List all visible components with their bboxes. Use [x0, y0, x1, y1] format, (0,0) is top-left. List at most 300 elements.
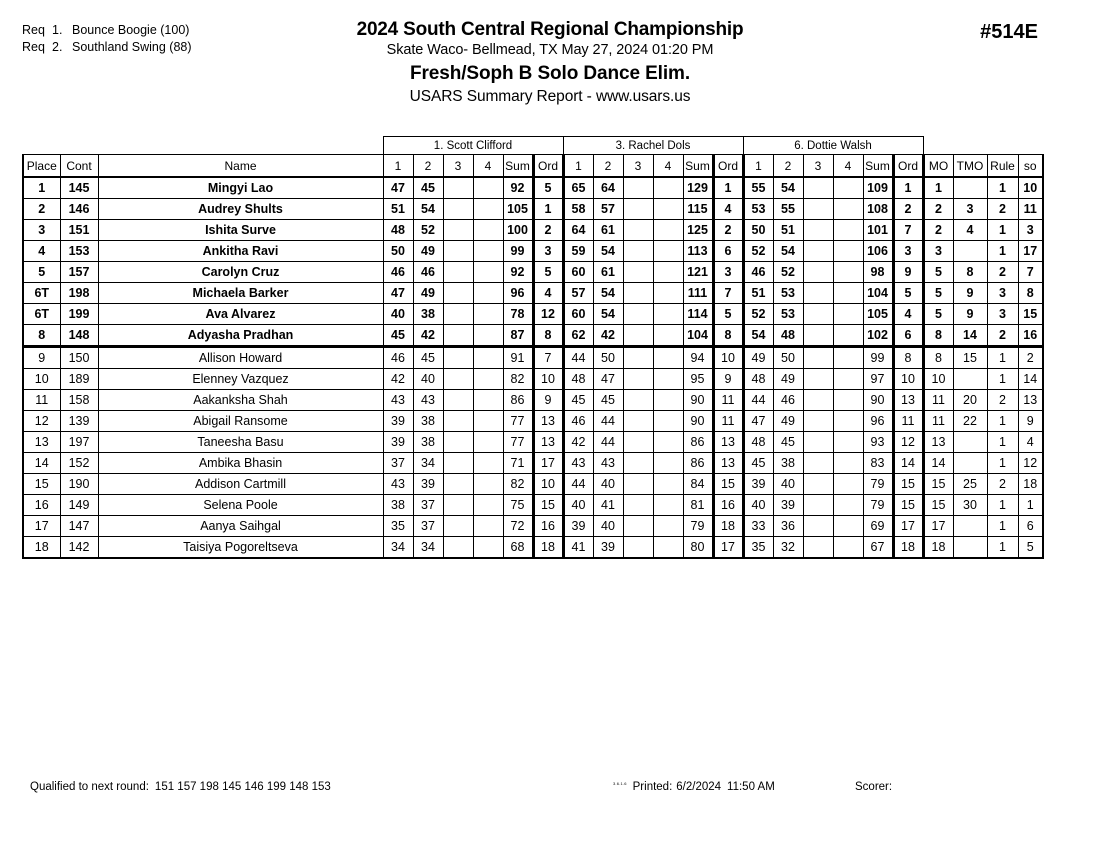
cell-judge2-score4	[653, 177, 683, 199]
cell-tmo	[953, 177, 987, 199]
cell-judge3-score1: 55	[743, 177, 773, 199]
judge-banner-row	[23, 137, 1043, 155]
cell-judge3-score2: 49	[773, 369, 803, 390]
cell-name: Mingyi Lao	[98, 177, 383, 199]
cell-judge1-score1: 46	[383, 347, 413, 369]
cell-judge3-score3	[803, 537, 833, 559]
header-j1-s1: 1	[383, 155, 413, 178]
table-row	[23, 241, 1043, 262]
cell-so: 18	[1018, 474, 1043, 495]
cell-judge2-score1: 44	[563, 474, 593, 495]
cell-judge1-ord: 5	[533, 262, 563, 283]
cell-judge3-score1: 44	[743, 390, 773, 411]
cell-judge2-score4	[653, 537, 683, 559]
cell-judge1-score2: 37	[413, 495, 443, 516]
cell-so: 17	[1018, 241, 1043, 262]
cell-rule: 1	[987, 241, 1018, 262]
cell-judge2-score4	[653, 283, 683, 304]
cell-judge1-ord: 12	[533, 304, 563, 325]
header-cont: Cont	[60, 155, 98, 178]
cell-judge3-score2: 55	[773, 199, 803, 220]
cell-judge3-ord: 12	[893, 432, 923, 453]
cell-cont: 189	[60, 369, 98, 390]
cell-place: 15	[23, 474, 60, 495]
cell-judge1-score4	[473, 177, 503, 199]
cell-judge2-score4	[653, 516, 683, 537]
cell-judge2-score2: 54	[593, 304, 623, 325]
cell-mo: 18	[923, 537, 953, 559]
cell-judge1-score2: 43	[413, 390, 443, 411]
cell-judge3-score2: 50	[773, 347, 803, 369]
cell-mo: 5	[923, 262, 953, 283]
cell-judge3-score3	[803, 262, 833, 283]
cell-judge1-ord: 3	[533, 241, 563, 262]
cell-judge2-ord: 10	[713, 347, 743, 369]
cell-judge1-sum: 105	[503, 199, 533, 220]
cell-judge2-sum: 84	[683, 474, 713, 495]
cell-judge2-score1: 65	[563, 177, 593, 199]
cell-judge1-score1: 47	[383, 283, 413, 304]
cell-judge1-score1: 40	[383, 304, 413, 325]
cell-judge3-sum: 106	[863, 241, 893, 262]
cell-judge2-ord: 11	[713, 411, 743, 432]
table-row	[23, 325, 1043, 347]
cell-judge3-score2: 36	[773, 516, 803, 537]
cell-place: 8	[23, 325, 60, 347]
cell-rule: 1	[987, 495, 1018, 516]
cell-place: 16	[23, 495, 60, 516]
cell-place: 4	[23, 241, 60, 262]
cell-judge3-score3	[803, 325, 833, 347]
cell-judge2-sum: 113	[683, 241, 713, 262]
scorer-label: Scorer:	[855, 781, 893, 793]
cell-mo: 5	[923, 304, 953, 325]
header-j2-s4: 4	[653, 155, 683, 178]
cell-judge1-score4	[473, 432, 503, 453]
cell-judge1-score1: 38	[383, 495, 413, 516]
cell-judge3-score1: 50	[743, 220, 773, 241]
cell-cont: 146	[60, 199, 98, 220]
cell-judge1-score2: 34	[413, 453, 443, 474]
table-row	[23, 220, 1043, 241]
cell-so: 13	[1018, 390, 1043, 411]
cell-judge3-score4	[833, 474, 863, 495]
cell-name: Ishita Surve	[98, 220, 383, 241]
cell-judge1-score1: 47	[383, 177, 413, 199]
cell-judge1-score4	[473, 304, 503, 325]
cell-judge3-ord: 14	[893, 453, 923, 474]
cell-judge2-ord: 1	[713, 177, 743, 199]
cell-judge1-score3	[443, 220, 473, 241]
cell-mo: 11	[923, 411, 953, 432]
competition-title: 2024 South Central Regional Championship	[356, 19, 744, 40]
cell-judge3-score2: 32	[773, 537, 803, 559]
requirement-label-2: Req	[22, 40, 45, 54]
cell-name: Ava Alvarez	[98, 304, 383, 325]
cell-name: Taisiya Pogoreltseva	[98, 537, 383, 559]
cell-judge1-ord: 5	[533, 177, 563, 199]
cell-cont: 142	[60, 537, 98, 559]
cell-judge1-score3	[443, 241, 473, 262]
cell-judge2-ord: 8	[713, 325, 743, 347]
cell-judge1-score3	[443, 495, 473, 516]
cell-cont: 190	[60, 474, 98, 495]
cell-judge2-sum: 95	[683, 369, 713, 390]
cell-judge3-score3	[803, 369, 833, 390]
table-row	[23, 453, 1043, 474]
cell-cont: 197	[60, 432, 98, 453]
cell-judge2-sum: 129	[683, 177, 713, 199]
table-row	[23, 432, 1043, 453]
cell-judge2-ord: 6	[713, 241, 743, 262]
table-row	[23, 516, 1043, 537]
cell-judge3-score2: 54	[773, 241, 803, 262]
cell-judge1-sum: 82	[503, 474, 533, 495]
cell-judge1-score1: 51	[383, 199, 413, 220]
cell-so: 16	[1018, 325, 1043, 347]
cell-place: 2	[23, 199, 60, 220]
cell-judge3-ord: 9	[893, 262, 923, 283]
header-j3-s1: 1	[743, 155, 773, 178]
cell-judge2-score3	[623, 304, 653, 325]
cell-judge1-score2: 37	[413, 516, 443, 537]
cell-judge2-sum: 94	[683, 347, 713, 369]
venue-datetime: Skate Waco- Bellmead, TX May 27, 2024 01:20 PM	[386, 42, 714, 58]
requirement-label-1: Req	[22, 23, 45, 37]
cell-judge1-ord: 7	[533, 347, 563, 369]
cell-so: 14	[1018, 369, 1043, 390]
judge-banner-spacer	[23, 137, 383, 155]
cell-judge2-score4	[653, 453, 683, 474]
cell-mo: 8	[923, 347, 953, 369]
cell-judge2-sum: 125	[683, 220, 713, 241]
cell-judge1-score2: 38	[413, 304, 443, 325]
cell-cont: 145	[60, 177, 98, 199]
cell-rule: 1	[987, 220, 1018, 241]
cell-tmo: 3	[953, 199, 987, 220]
cell-judge2-score4	[653, 241, 683, 262]
cell-judge2-sum: 86	[683, 453, 713, 474]
cell-judge2-ord: 11	[713, 390, 743, 411]
cell-place: 10	[23, 369, 60, 390]
cell-judge2-score2: 43	[593, 453, 623, 474]
cell-judge1-score3	[443, 347, 473, 369]
cell-judge1-ord: 13	[533, 411, 563, 432]
cell-judge3-ord: 10	[893, 369, 923, 390]
cell-so: 1	[1018, 495, 1043, 516]
cell-judge1-score1: 46	[383, 262, 413, 283]
cell-judge1-score2: 54	[413, 199, 443, 220]
table-row	[23, 304, 1043, 325]
cell-judge3-sum: 108	[863, 199, 893, 220]
cell-so: 11	[1018, 199, 1043, 220]
header-j2-sum: Sum	[683, 155, 713, 178]
cell-so: 8	[1018, 283, 1043, 304]
cell-judge3-ord: 17	[893, 516, 923, 537]
cell-judge3-sum: 101	[863, 220, 893, 241]
cell-judge1-score4	[473, 241, 503, 262]
cell-place: 6T	[23, 304, 60, 325]
cell-judge1-score4	[473, 325, 503, 347]
cell-judge1-sum: 96	[503, 283, 533, 304]
cell-judge1-ord: 2	[533, 220, 563, 241]
cell-judge3-sum: 83	[863, 453, 893, 474]
cell-name: Abigail Ransome	[98, 411, 383, 432]
printed-time: 11:50 AM	[727, 781, 775, 793]
cell-judge1-score3	[443, 453, 473, 474]
cell-mo: 15	[923, 474, 953, 495]
table-row	[23, 347, 1043, 369]
cell-judge3-score4	[833, 325, 863, 347]
cell-judge1-sum: 82	[503, 369, 533, 390]
cell-judge1-score1: 45	[383, 325, 413, 347]
cell-judge1-score1: 39	[383, 432, 413, 453]
cell-cont: 148	[60, 325, 98, 347]
cell-judge1-score4	[473, 283, 503, 304]
event-number: #514E	[980, 21, 1038, 43]
cell-judge1-sum: 71	[503, 453, 533, 474]
cell-cont: 152	[60, 453, 98, 474]
cell-judge1-score2: 45	[413, 347, 443, 369]
cell-judge3-score3	[803, 390, 833, 411]
cell-judge1-sum: 75	[503, 495, 533, 516]
cell-name: Allison Howard	[98, 347, 383, 369]
cell-judge1-ord: 1	[533, 199, 563, 220]
cell-judge3-sum: 79	[863, 495, 893, 516]
table-row	[23, 411, 1043, 432]
cell-judge3-score4	[833, 220, 863, 241]
cell-judge1-ord: 13	[533, 432, 563, 453]
cell-judge1-score4	[473, 495, 503, 516]
cell-judge1-sum: 72	[503, 516, 533, 537]
cell-rule: 2	[987, 199, 1018, 220]
cell-judge2-sum: 111	[683, 283, 713, 304]
cell-judge1-score3	[443, 411, 473, 432]
cell-judge2-sum: 80	[683, 537, 713, 559]
cell-judge3-ord: 13	[893, 390, 923, 411]
cell-mo: 2	[923, 199, 953, 220]
cell-judge1-score2: 39	[413, 474, 443, 495]
table-row	[23, 474, 1043, 495]
cell-judge3-score4	[833, 304, 863, 325]
cell-judge3-sum: 102	[863, 325, 893, 347]
cell-judge3-score4	[833, 347, 863, 369]
cell-judge2-score1: 59	[563, 241, 593, 262]
cell-judge1-ord: 18	[533, 537, 563, 559]
cell-judge2-score2: 39	[593, 537, 623, 559]
cell-judge3-score3	[803, 453, 833, 474]
page-footer	[0, 778, 1100, 802]
cell-judge3-sum: 105	[863, 304, 893, 325]
cell-judge2-score3	[623, 199, 653, 220]
cell-judge2-score1: 44	[563, 347, 593, 369]
cell-judge1-score1: 35	[383, 516, 413, 537]
cell-judge3-score2: 54	[773, 177, 803, 199]
cell-mo: 3	[923, 241, 953, 262]
cell-name: Michaela Barker	[98, 283, 383, 304]
cell-judge2-score3	[623, 474, 653, 495]
cell-judge3-score1: 48	[743, 432, 773, 453]
cell-mo: 17	[923, 516, 953, 537]
table-row	[23, 283, 1043, 304]
cell-rule: 1	[987, 177, 1018, 199]
cell-judge2-ord: 3	[713, 262, 743, 283]
cell-name: Elenney Vazquez	[98, 369, 383, 390]
cell-judge3-score1: 39	[743, 474, 773, 495]
cell-judge1-score4	[473, 453, 503, 474]
cell-judge2-score4	[653, 390, 683, 411]
cell-judge3-score4	[833, 369, 863, 390]
header-j1-sum: Sum	[503, 155, 533, 178]
cell-judge2-score2: 57	[593, 199, 623, 220]
cell-judge2-score1: 46	[563, 411, 593, 432]
cell-judge1-score3	[443, 432, 473, 453]
cell-cont: 158	[60, 390, 98, 411]
cell-cont: 199	[60, 304, 98, 325]
cell-judge3-score4	[833, 241, 863, 262]
cell-judge1-ord: 4	[533, 283, 563, 304]
cell-judge2-ord: 17	[713, 537, 743, 559]
cell-judge2-score4	[653, 199, 683, 220]
cell-tmo: 22	[953, 411, 987, 432]
table-row	[23, 495, 1043, 516]
cell-judge3-ord: 18	[893, 537, 923, 559]
cell-rule: 2	[987, 474, 1018, 495]
cell-judge3-sum: 79	[863, 474, 893, 495]
cell-judge1-sum: 87	[503, 325, 533, 347]
header-j2-s1: 1	[563, 155, 593, 178]
cell-place: 17	[23, 516, 60, 537]
cell-rule: 1	[987, 369, 1018, 390]
header-j3-s4: 4	[833, 155, 863, 178]
cell-judge3-ord: 5	[893, 283, 923, 304]
cell-judge2-sum: 90	[683, 411, 713, 432]
cell-judge2-score1: 48	[563, 369, 593, 390]
cell-judge2-sum: 115	[683, 199, 713, 220]
cell-place: 14	[23, 453, 60, 474]
cell-name: Ankitha Ravi	[98, 241, 383, 262]
judge-group-1: 1. Scott Clifford	[383, 137, 563, 155]
cell-judge1-score2: 52	[413, 220, 443, 241]
cell-place: 5	[23, 262, 60, 283]
cell-judge1-score3	[443, 304, 473, 325]
cell-judge1-sum: 78	[503, 304, 533, 325]
requirement-number-2: 2.	[52, 40, 63, 54]
cell-judge3-score3	[803, 516, 833, 537]
cell-judge1-score4	[473, 390, 503, 411]
header-name: Name	[98, 155, 383, 178]
results-table	[22, 136, 1044, 559]
cell-judge1-ord: 17	[533, 453, 563, 474]
cell-judge3-score2: 53	[773, 283, 803, 304]
cell-judge1-score1: 43	[383, 474, 413, 495]
cell-judge2-sum: 121	[683, 262, 713, 283]
cell-judge2-ord: 18	[713, 516, 743, 537]
cell-judge2-score3	[623, 241, 653, 262]
cell-judge3-score2: 53	[773, 304, 803, 325]
cell-place: 9	[23, 347, 60, 369]
cell-judge1-score3	[443, 516, 473, 537]
printed-block	[613, 781, 775, 793]
judge-banner-spacer-right	[923, 137, 1043, 155]
cell-judge3-ord: 1	[893, 177, 923, 199]
cell-place: 1	[23, 177, 60, 199]
cell-tmo: 15	[953, 347, 987, 369]
cell-judge3-score4	[833, 453, 863, 474]
cell-tmo: 8	[953, 262, 987, 283]
cell-judge3-score1: 46	[743, 262, 773, 283]
cell-name: Adyasha Pradhan	[98, 325, 383, 347]
cell-judge2-ord: 2	[713, 220, 743, 241]
cell-rule: 1	[987, 432, 1018, 453]
cell-judge1-ord: 9	[533, 390, 563, 411]
cell-judge2-score4	[653, 432, 683, 453]
cell-judge2-score1: 58	[563, 199, 593, 220]
cell-judge1-score1: 50	[383, 241, 413, 262]
cell-cont: 147	[60, 516, 98, 537]
cell-tmo	[953, 241, 987, 262]
cell-judge2-score2: 47	[593, 369, 623, 390]
cell-judge3-score3	[803, 347, 833, 369]
cell-so: 4	[1018, 432, 1043, 453]
cell-judge2-score2: 40	[593, 516, 623, 537]
cell-judge2-score2: 42	[593, 325, 623, 347]
cell-judge2-score1: 43	[563, 453, 593, 474]
header-j1-s3: 3	[443, 155, 473, 178]
cell-cont: 198	[60, 283, 98, 304]
cell-judge1-ord: 10	[533, 474, 563, 495]
table-row	[23, 390, 1043, 411]
cell-place: 13	[23, 432, 60, 453]
header-j1-ord: Ord	[533, 155, 563, 178]
cell-tmo	[953, 453, 987, 474]
cell-judge3-score3	[803, 474, 833, 495]
cell-judge3-score1: 51	[743, 283, 773, 304]
cell-judge2-score1: 57	[563, 283, 593, 304]
qualified-list: 151 157 198 145 146 199 148 153	[154, 781, 331, 793]
cell-judge1-score2: 49	[413, 241, 443, 262]
cell-judge1-ord: 8	[533, 325, 563, 347]
cell-judge3-score3	[803, 241, 833, 262]
cell-judge3-score1: 33	[743, 516, 773, 537]
column-header-row	[23, 155, 1043, 178]
cell-judge3-sum: 98	[863, 262, 893, 283]
cell-judge2-score3	[623, 177, 653, 199]
cell-tmo: 25	[953, 474, 987, 495]
cell-judge3-ord: 15	[893, 474, 923, 495]
cell-mo: 11	[923, 390, 953, 411]
cell-judge2-score4	[653, 262, 683, 283]
header-j2-s3: 3	[623, 155, 653, 178]
header-so: so	[1018, 155, 1043, 178]
table-row	[23, 199, 1043, 220]
cell-judge3-score3	[803, 432, 833, 453]
cell-judge3-ord: 6	[893, 325, 923, 347]
cell-so: 15	[1018, 304, 1043, 325]
cell-judge2-ord: 7	[713, 283, 743, 304]
header-j3-s2: 2	[773, 155, 803, 178]
page-header	[0, 0, 1100, 118]
cell-judge3-score3	[803, 283, 833, 304]
cell-judge1-score2: 34	[413, 537, 443, 559]
cell-rule: 3	[987, 283, 1018, 304]
cell-tmo: 4	[953, 220, 987, 241]
qualified-block	[30, 781, 331, 793]
requirement-number-1: 1.	[52, 23, 63, 37]
cell-tmo	[953, 516, 987, 537]
cell-judge3-score3	[803, 220, 833, 241]
header-j2-s2: 2	[593, 155, 623, 178]
